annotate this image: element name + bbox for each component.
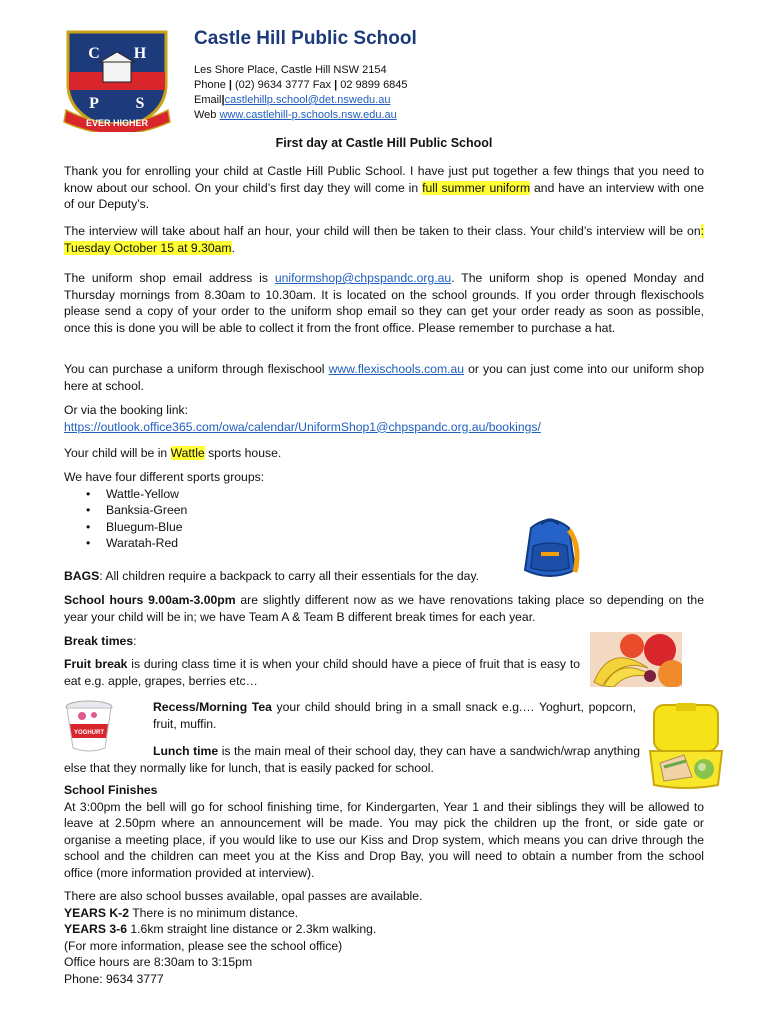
list-item: • Wattle-Yellow [86,486,726,503]
school-finishes-heading: School Finishes [64,783,158,797]
crest-letter-p: P [89,95,99,112]
lunch-time-paragraph [64,743,640,776]
list-item: • Banksia-Green [86,502,726,519]
yoghurt-label: YOGHURT [74,730,104,736]
intro-paragraph [64,163,704,213]
intro-text-1: Thank you for enrolling your child at Castle Hill Public School. I have just put together a few things that you need to know about our school. On your child’s first day they will come in [64,164,704,195]
fruit-break-label: Fruit break [64,657,128,671]
web-line [194,108,408,123]
flexischools-link[interactable]: www.flexischools.com.au [328,362,465,376]
phone-label: Phone [194,79,226,91]
school-hours-paragraph [64,592,704,625]
sports-groups-list [64,486,704,552]
web-label: Web [194,109,217,121]
crest-letter-c: C [88,45,100,62]
sports-house-paragraph [64,445,704,462]
fruit-break-paragraph [64,656,580,689]
sports-groups-label: We have four different sports groups: [64,470,265,484]
uniform-shop-text-2: . The uniform shop is opened Monday and Thursday mornings from 8.30am to 10.30am. It is located on the school grounds. If you order through flexischools please send a copy of your order to the uniform shop email so they can get your order ready as soon as possible, once this is done you will be able to collect it from the front office. Please remember to purchase a hat. [64,271,704,335]
sports-house-highlight: Wattle [170,446,205,460]
break-times-colon: : [133,634,137,648]
uniform-highlight: full summer uniform [422,180,531,195]
lunch-time-label: Lunch time [153,744,219,758]
bags-paragraph [64,568,704,585]
school-email-link[interactable]: castlehillp.school@det.nswedu.au [224,94,391,106]
booking-link[interactable]: https://outlook.office365.com/owa/calendar/UniformShop1@chpspandc.org.au/bookings/ [64,419,541,434]
break-times-label: Break times [64,634,134,648]
recess-text: your child should bring in a small snack e.g.… Yoghurt, popcorn, fruit, muffin. [153,700,637,731]
recess-paragraph [153,699,636,732]
more-info-line: (For more information, please see the school office) [64,938,343,953]
uniform-shop-email-link[interactable]: uniformshop@chpspandc.org.au [274,271,452,285]
office-phone-line: Phone: 9634 3777 [64,971,164,986]
flexischool-paragraph [64,361,704,394]
sports-groups-block [64,469,704,552]
intro-text-2: and have an interview with one of our Deputy’s. [64,180,704,211]
school-hours-text: are slightly different now as we have renovations taking place so depending on the year your child will be in; we have Team A & Team B different break times for each year. [64,593,704,624]
list-item: • Waratah-Red [86,535,726,552]
lunchbox-image [648,703,724,789]
uniform-shop-paragraph [64,270,704,336]
lunch-time-text: is the main meal of their school day, they can have a sandwich/wrap anything else that they normally like for lunch, that is easily packed for school. [64,744,640,775]
busses-line: There are also school busses available, opal passes are available. [64,889,423,903]
school-hours-label: School hours 9.00am-3.00pm [64,593,236,607]
school-web-link[interactable]: www.castlehill-p.schools.nsw.edu.au [219,109,397,121]
school-name: Castle Hill Public School [194,28,417,49]
office-hours-line: Office hours are 8:30am to 3:15pm [64,955,253,969]
fax-number: 02 9899 6845 [340,79,408,91]
sports-text-1: Your child will be in [64,446,168,460]
crest-letter-h: H [133,45,147,62]
phone-number: (02) 9634 3777 [235,79,310,91]
flexischool-text-1: You can purchase a uniform through flexischool [64,362,325,376]
fruit-break-text: is during class time it is when your child should have a piece of fruit that is easy to eat e.g. apple, grapes, berries etc… [64,657,580,688]
years-k2-line [64,905,704,922]
bags-label: BAGS [64,569,100,583]
school-contact-block [194,63,408,123]
document-title: First day at Castle Hill Public School [275,136,493,150]
school-crest-logo [58,26,176,132]
busses-block [64,888,704,987]
years-3-6-line [64,921,704,938]
email-label: Email [194,94,222,106]
years-k2-text: There is no minimum distance. [132,905,299,920]
school-finishes-block [64,782,704,881]
years-3-6-label: YEARS 3-6 [64,922,127,936]
interview-paragraph [64,223,704,256]
interview-text: The interview will take about half an hour, your child will then be taken to their class. Your child’s interview will be on [64,224,701,238]
list-item: • Bluegum-Blue [86,519,726,536]
booking-label: Or via the booking link: [64,403,188,417]
recess-label: Recess/Morning Tea [153,700,272,714]
flexischool-text-2: or you can just come into our uniform shop here at school. [64,362,705,393]
interview-end: . [231,240,235,255]
school-finishes-text: At 3:00pm the bell will go for school finishing time, for Kindergarten, Year 1 and their siblings they will be allowed to leave at 2.50pm where an announcement will be made. You may pick the children up the front, or side gate or organise a meeting place, if you would like to use our Kiss and Drop system, which means you can drive through the school and the children can meet you at the Kiss and Drop Bay, you will need to obtain a number from the school office (more information provided at interview). [64,799,704,880]
email-line: Email|castlehillp.school@det.nswedu.au [194,94,391,106]
bags-text: : All children require a backpack to carry all their essentials for the day. [99,569,480,583]
fruit-image [590,632,682,687]
crest-motto: EVER HIGHER [85,118,149,128]
sports-text-2: sports house. [208,446,282,460]
years-k2-label: YEARS K-2 [64,905,130,920]
phone-line: Phone | (02) 9634 3777 Fax | 02 9899 6845 [194,79,408,91]
crest-letter-s: S [135,95,145,112]
fax-label: Fax [312,79,332,91]
uniform-shop-text-1: The uniform shop email address is [64,271,268,285]
interview-date-highlight: : Tuesday October 15 at 9.30am [64,224,704,255]
years-3-6-text: 1.6km straight line distance or 2.3km walking. [130,922,377,936]
booking-block [64,402,704,435]
school-address: Les Shore Place, Castle Hill NSW 2154 [194,64,387,76]
